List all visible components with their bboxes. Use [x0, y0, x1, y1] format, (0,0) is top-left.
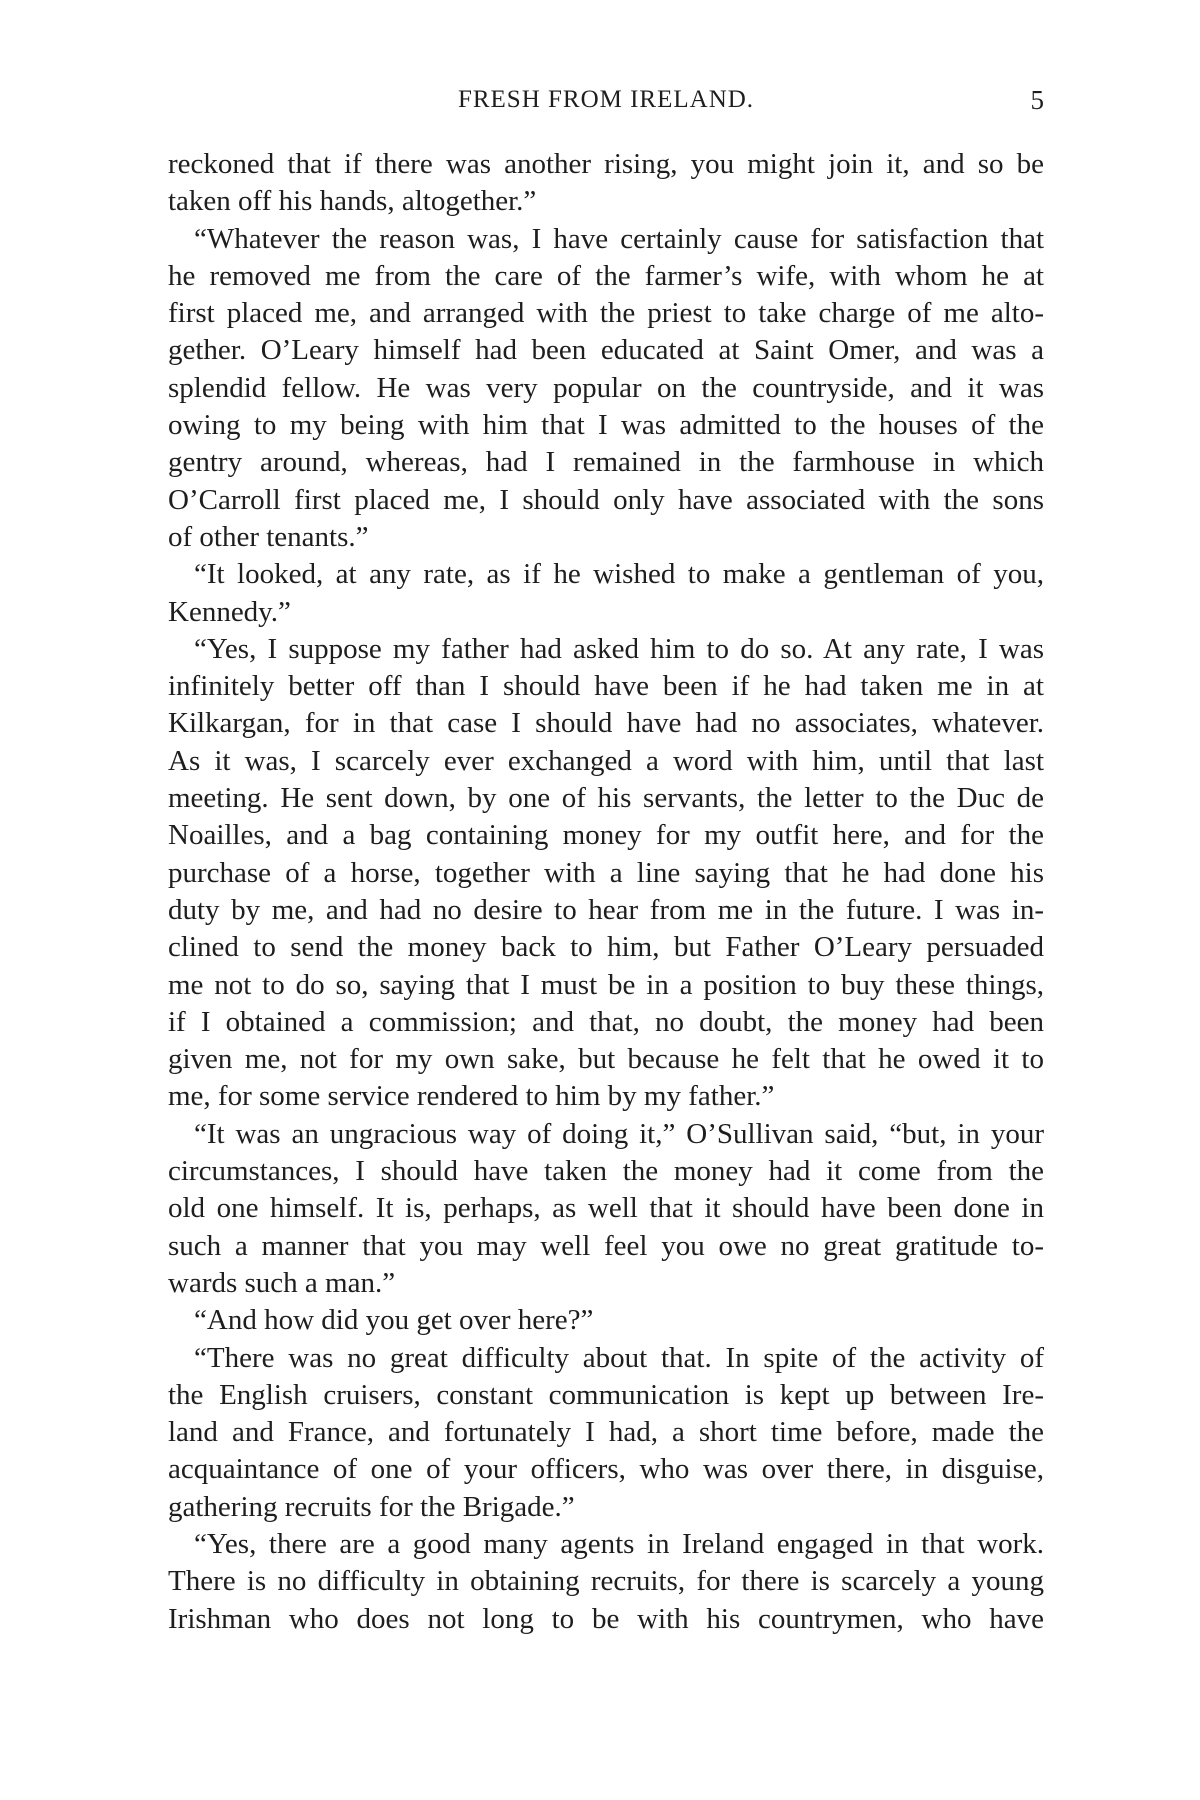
text-line: O’Carroll first placed me, I should only have associated with the sons [168, 483, 1044, 516]
text-line: circumstances, I should have taken the money had it come from the [168, 1155, 1044, 1188]
text-line: “There was no great difficulty about that. In spite of the activity of [194, 1341, 1044, 1374]
text-line: “Yes, I suppose my father had asked him to do so. At any rate, I was [194, 632, 1044, 665]
text-line: taken off his hands, altogether.” [168, 185, 537, 218]
text-line: such a manner that you may well feel you owe no great gratitude to- [168, 1229, 1044, 1262]
text-line: clined to send the money back to him, but Father O’Leary persuaded [168, 931, 1044, 964]
running-header [168, 84, 1044, 124]
text-line: he removed me from the care of the farmer’s wife, with whom he at [168, 259, 1044, 292]
text-line: There is no difficulty in obtaining recruits, for there is scarcely a young [168, 1565, 1044, 1598]
text-line: given me, not for my own sake, but because he felt that he owed it to [168, 1043, 1044, 1076]
text-line: infinitely better off than I should have been if he had taken me in at [168, 670, 1044, 703]
text-line: me, for some service rendered to him by my father.” [168, 1080, 775, 1113]
text-line: purchase of a horse, together with a line saying that he had done his [168, 856, 1044, 889]
text-line: “It was an ungracious way of doing it,” O’Sullivan said, “but, in your [194, 1117, 1044, 1150]
text-line: old one himself. It is, perhaps, as well that it should have been done in [168, 1192, 1044, 1225]
text-line: Kilkargan, for in that case I should have had no associates, whatever. [168, 707, 1044, 740]
text-line: of other tenants.” [168, 520, 369, 553]
text-line: gathering recruits for the Brigade.” [168, 1490, 575, 1523]
text-line: me not to do so, saying that I must be in a position to buy these things, [168, 968, 1044, 1001]
text-line: owing to my being with him that I was admitted to the houses of the [168, 409, 1044, 442]
text-line: the English cruisers, constant communication is kept up between Ire- [168, 1378, 1044, 1411]
text-line: first placed me, and arranged with the priest to take charge of me alto- [168, 297, 1044, 330]
text-line: Kennedy.” [168, 595, 291, 628]
page-number: 5 [1030, 85, 1044, 115]
text-line: if I obtained a commission; and that, no doubt, the money had been [168, 1005, 1044, 1038]
text-line: meeting. He sent down, by one of his servants, the letter to the Duc de [168, 782, 1044, 815]
text-line: wards such a man.” [168, 1266, 396, 1299]
running-title: FRESH FROM IRELAND. [457, 86, 755, 113]
text-line: “Yes, there are a good many agents in Ireland engaged in that work. [194, 1527, 1044, 1560]
text-line: “Whatever the reason was, I have certainly cause for satisfaction that [194, 222, 1044, 255]
text-line: splendid fellow. He was very popular on the countryside, and it was [168, 371, 1044, 404]
text-line: gentry around, whereas, had I remained in the farmhouse in which [168, 446, 1044, 479]
text-line: duty by me, and had no desire to hear from me in the future. I was in- [168, 893, 1044, 926]
text-line: “It looked, at any rate, as if he wished to make a gentleman of you, [194, 558, 1044, 591]
text-line: Irishman who does not long to be with his countrymen, who have [168, 1602, 1044, 1635]
text-line: acquaintance of one of your officers, who was over there, in disguise, [168, 1453, 1044, 1486]
text-line: “And how did you get over here?” [194, 1304, 594, 1337]
text-line: land and France, and fortunately I had, a short time before, made the [168, 1416, 1044, 1449]
text-line: reckoned that if there was another rising, you might join it, and so be [168, 148, 1044, 180]
text-line: gether. O’Leary himself had been educated at Saint Omer, and was a [168, 334, 1044, 367]
body-text [168, 146, 1044, 1676]
text-line: As it was, I scarcely ever exchanged a word with him, until that last [168, 744, 1044, 777]
text-line: Noailles, and a bag containing money for my outfit here, and for the [168, 819, 1044, 852]
